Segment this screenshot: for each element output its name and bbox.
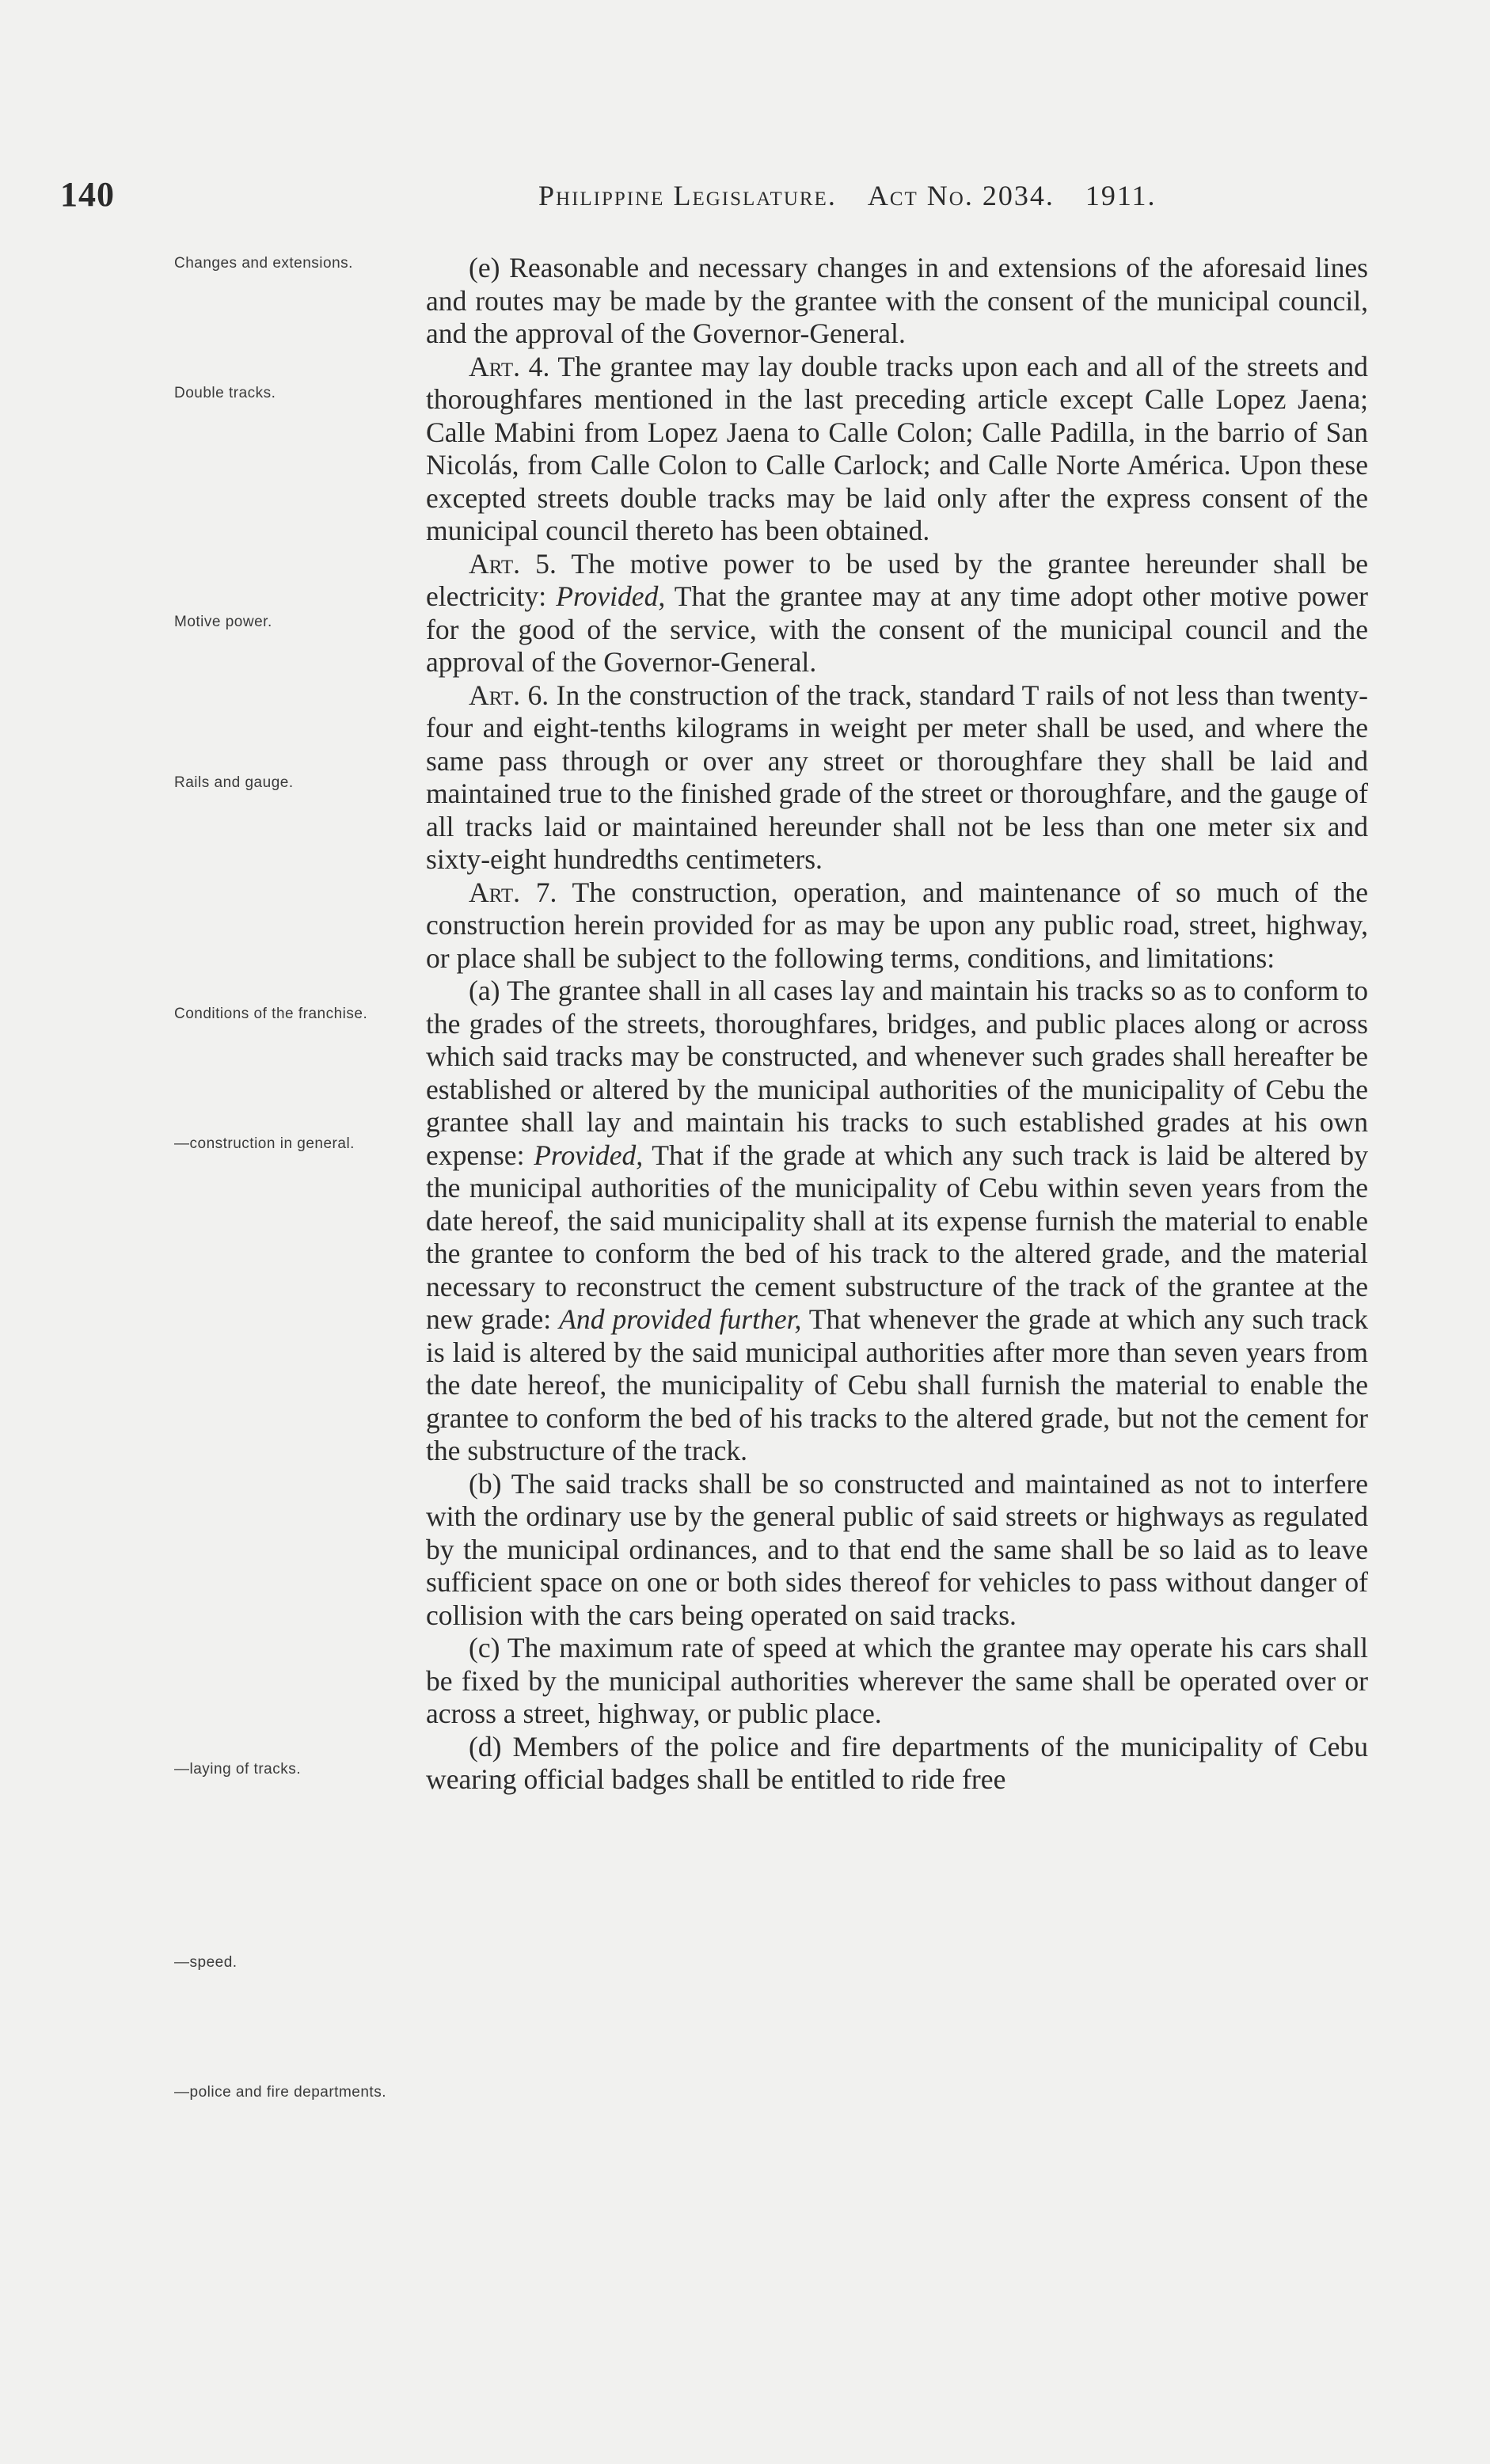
- margin-note-conditions: Conditions of the franchise.: [174, 1006, 368, 1022]
- margin-note-police-fire: —police and fire departments.: [174, 2084, 386, 2101]
- margin-note-double-tracks: Double tracks.: [174, 385, 276, 401]
- article-4-text: The grantee may lay double tracks upon each and all of the streets and thoroughfares mentioned in the last preceding article except Calle Lopez Jaena; Calle Mabini from Lopez Jaena to Calle Colon; Calle Padilla, in the barrio of San Nicolás, from Calle Colon to Calle Carlock; and Calle Norte América. Upon these excepted streets double tracks may be laid only after the express consent of the municipal council thereto has been obtained.: [426, 350, 1368, 546]
- article-5-provided: Provided,: [556, 580, 666, 612]
- page-number: 140: [60, 175, 115, 214]
- paragraph-article-5: [426, 548, 1368, 679]
- paragraph-article-4: [426, 351, 1368, 548]
- article-5-text-b: That the grantee may at any time adopt other motive power for the good of the service, with the consent of the municipal council and the approval of the Governor-General.: [426, 580, 1368, 678]
- margin-note-speed: —speed.: [174, 1954, 238, 1971]
- margin-note-motive-power: Motive power.: [174, 614, 272, 630]
- running-head: [538, 179, 1157, 212]
- margin-note-laying: —laying of tracks.: [174, 1761, 301, 1778]
- article-4-label: Art. 4.: [469, 350, 550, 382]
- paragraph-b-laying: (b) The said tracks shall be so constructed and maintained as not to interfere with the ordinary use by the general public of said streets or highways as regulated by the municipal ordinances, and to that end the same shall be so laid as to leave sufficient space on one or both sides thereof for vehicles to pass without danger of collision with the cars being operated on said tracks.: [426, 1467, 1368, 1631]
- article-7-label: Art. 7.: [469, 876, 557, 908]
- article-5-label: Art. 5.: [469, 547, 557, 580]
- paragraph-a-construction: [426, 975, 1368, 1468]
- paragraph-e-changes: (e) Reasonable and necessary changes in and extensions of the aforesaid lines and routes may be made by the grantee with the consent of the municipal council, and the approval of the Governor-General.: [426, 252, 1368, 349]
- clause-a-text-1: (a) The grantee shall in all cases lay and maintain his tracks so as to conform to the grades of the streets, thoroughfares, bridges, and public places along or across which said tracks may be constructed, and whenever such grades shall hereafter be established or altered by the municipal authorities of the municipality of Cebu the grantee shall lay and maintain his tracks to such established grades at his own expense:: [426, 975, 1368, 1171]
- article-6-text: In the construction of the track, standard T rails of not less than twenty-four and eight-tenths kilograms in weight per meter shall be used, and where the same pass through or over any street or thoroughfare they shall be laid and maintained true to the finished grade of the street or thoroughfare, and the gauge of all tracks laid or maintained hereunder shall not be less than one meter six and sixty-eight hundredths centimeters.: [426, 679, 1368, 875]
- running-head-year: 1911.: [1085, 180, 1157, 211]
- article-6-label: Art. 6.: [469, 679, 549, 711]
- paragraph-article-6: [426, 679, 1368, 876]
- margin-note-rails-gauge: Rails and gauge.: [174, 774, 294, 791]
- paragraph-article-7: [426, 876, 1368, 975]
- running-head-legislature: Philippine Legislature.: [538, 180, 837, 211]
- article-7-text: The construction, operation, and maintenance of so much of the construction herein provided for as may be upon any public road, street, highway, or place shall be subject to the following terms, conditions, and limitations:: [426, 876, 1368, 974]
- body-text: [426, 252, 1368, 1797]
- clause-a-text-3: That whenever the grade at which any such track is laid is altered by the said municipal authorities after more than seven years from the date hereof, the municipality of Cebu shall furnish the material to enable the grantee to conform the bed of his tracks to the altered grade, but not the cement for the substructure of the track.: [426, 1303, 1368, 1466]
- clause-a-provided: Provided,: [534, 1139, 644, 1171]
- article-5-text-a: The motive power to be used by the grantee hereunder shall be electricity:: [426, 547, 1368, 612]
- margin-note-changes: Changes and extensions.: [174, 255, 353, 272]
- paragraph-c-speed: (c) The maximum rate of speed at which the grantee may operate his cars shall be fixed by the municipal authorities wherever the same shall be operated over or across a street, highway, or public place.: [426, 1632, 1368, 1729]
- paragraph-d-police-fire: (d) Members of the police and fire departments of the municipality of Cebu wearing official badges shall be entitled to ride free: [426, 1730, 1368, 1795]
- running-head-act: Act No. 2034.: [867, 180, 1055, 211]
- clause-a-provided-further: And provided further,: [559, 1303, 802, 1335]
- clause-a-text-2: That if the grade at which any such track is laid be altered by the municipal authorities of the municipality of Cebu within seven years from the date hereof, the said municipality shall at its expense furnish the material to enable the grantee to conform the bed of his track to the altered grade, and the material necessary to reconstruct the cement substructure of the track of the grantee at the new grade:: [426, 1139, 1368, 1335]
- margin-note-construction: —construction in general.: [174, 1135, 355, 1152]
